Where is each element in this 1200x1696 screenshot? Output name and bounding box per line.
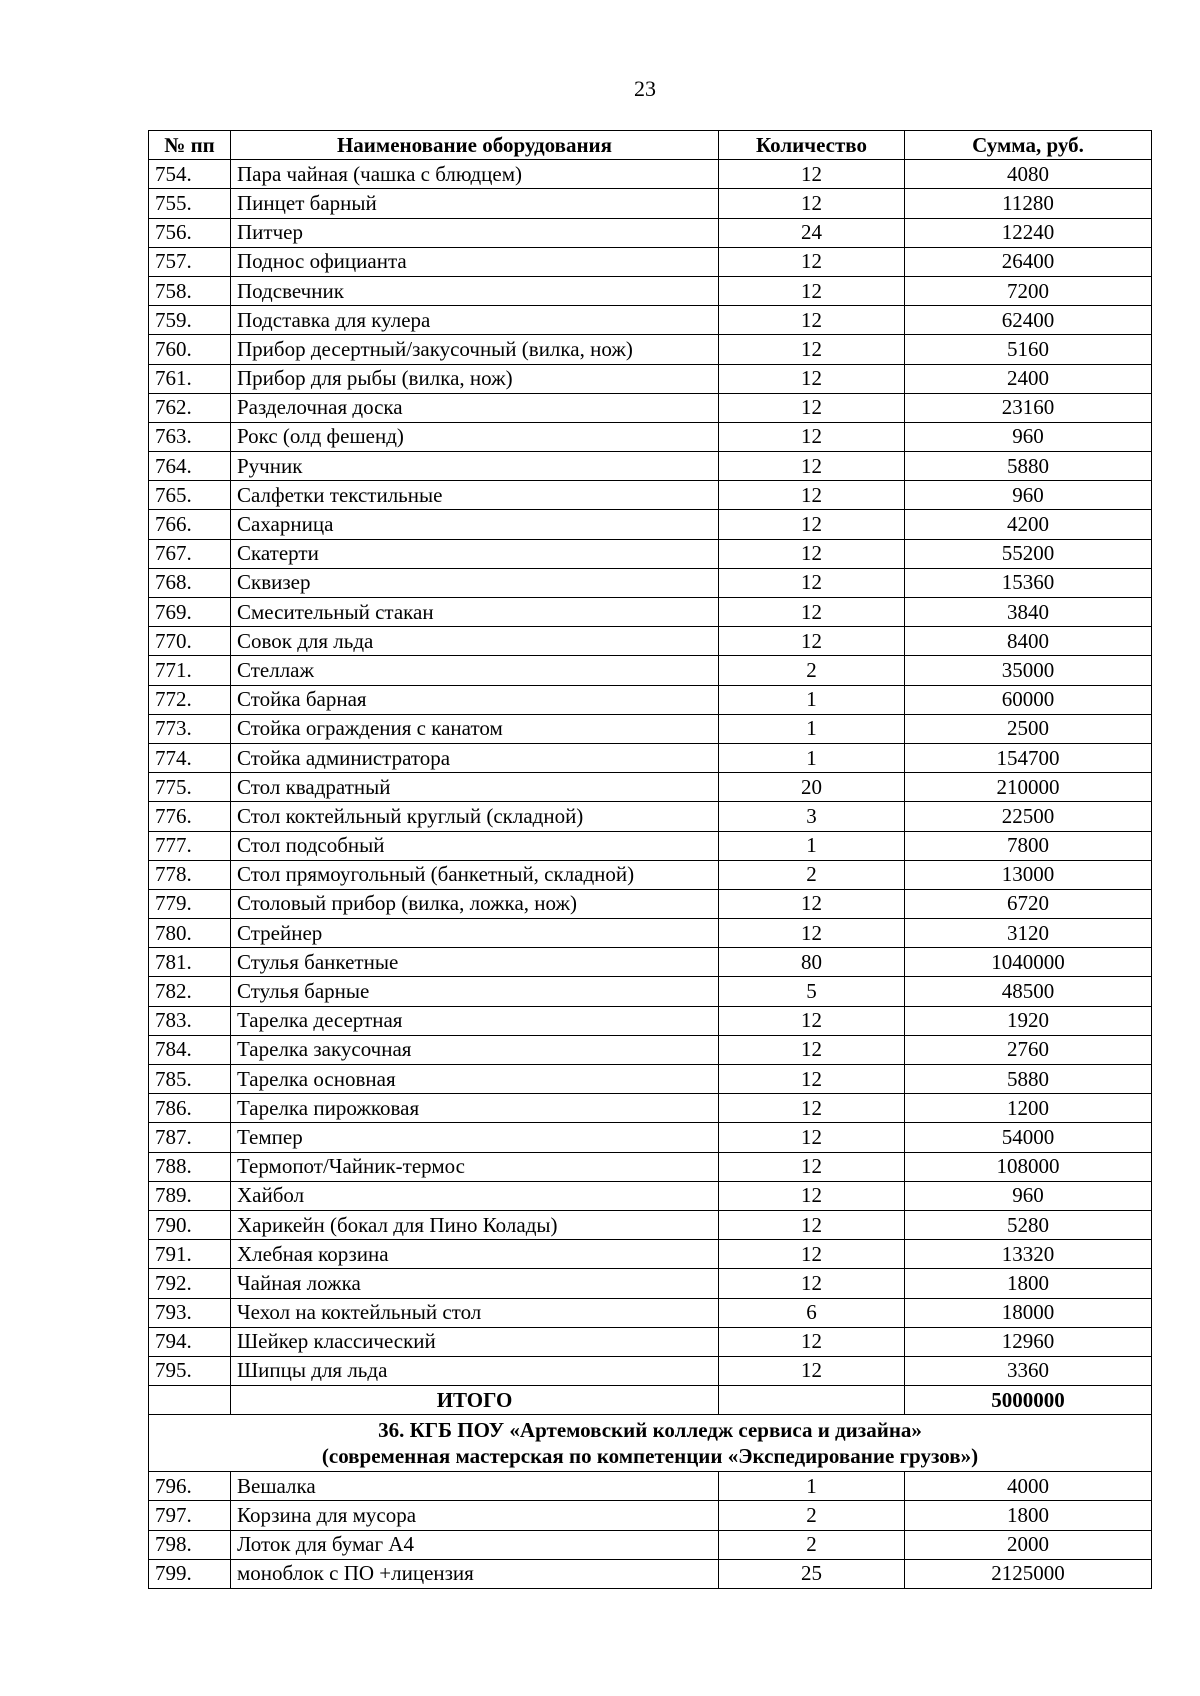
header-name: Наименование оборудования [231, 131, 719, 160]
item-name: Стол подсобный [231, 831, 719, 860]
table-row [149, 1327, 1152, 1356]
row-number: 790. [149, 1210, 231, 1239]
item-name: Тарелка десертная [231, 1006, 719, 1035]
item-sum: 13000 [905, 860, 1152, 889]
row-number: 756. [149, 218, 231, 247]
table-row [149, 422, 1152, 451]
item-quantity: 12 [719, 276, 905, 305]
item-quantity: 3 [719, 802, 905, 831]
row-number: 789. [149, 1181, 231, 1210]
item-name: Совок для льда [231, 627, 719, 656]
item-quantity: 5 [719, 977, 905, 1006]
table-row [149, 977, 1152, 1006]
total-row [149, 1386, 1152, 1415]
table-row [149, 481, 1152, 510]
item-name: Стрейнер [231, 919, 719, 948]
item-quantity: 12 [719, 568, 905, 597]
item-name: Ручник [231, 452, 719, 481]
item-name: Стол прямоугольный (банкетный, складной) [231, 860, 719, 889]
row-number: 772. [149, 685, 231, 714]
row-number: 757. [149, 247, 231, 276]
item-name: Подставка для кулера [231, 306, 719, 335]
item-quantity: 12 [719, 247, 905, 276]
table-row [149, 714, 1152, 743]
table-row [149, 510, 1152, 539]
row-number: 782. [149, 977, 231, 1006]
table-row [149, 247, 1152, 276]
item-name: Стойка администратора [231, 743, 719, 772]
item-quantity: 12 [719, 1123, 905, 1152]
table-row [149, 1035, 1152, 1064]
item-quantity: 12 [719, 1006, 905, 1035]
table-row [149, 335, 1152, 364]
table-row [149, 452, 1152, 481]
item-sum: 4080 [905, 160, 1152, 189]
row-number: 774. [149, 743, 231, 772]
item-name: Столовый прибор (вилка, ложка, нож) [231, 889, 719, 918]
item-quantity: 12 [719, 1181, 905, 1210]
table-row [149, 189, 1152, 218]
item-name: Вешалка [231, 1472, 719, 1501]
section-heading [149, 1415, 1152, 1472]
table-row [149, 627, 1152, 656]
item-quantity: 1 [719, 1472, 905, 1501]
item-quantity: 12 [719, 1356, 905, 1385]
item-quantity: 12 [719, 889, 905, 918]
item-quantity: 12 [719, 481, 905, 510]
table-row [149, 218, 1152, 247]
item-sum: 1200 [905, 1094, 1152, 1123]
row-number: 760. [149, 335, 231, 364]
item-quantity: 12 [719, 598, 905, 627]
item-name: Пара чайная (чашка с блюдцем) [231, 160, 719, 189]
row-number: 798. [149, 1530, 231, 1559]
row-number: 777. [149, 831, 231, 860]
item-quantity: 1 [719, 685, 905, 714]
item-sum: 6720 [905, 889, 1152, 918]
total-sum: 5000000 [905, 1386, 1152, 1415]
row-number: 776. [149, 802, 231, 831]
row-number: 796. [149, 1472, 231, 1501]
table-row [149, 1210, 1152, 1239]
item-name: Сахарница [231, 510, 719, 539]
table-row [149, 1152, 1152, 1181]
item-sum: 108000 [905, 1152, 1152, 1181]
item-sum: 35000 [905, 656, 1152, 685]
table-row [149, 1006, 1152, 1035]
item-name: Чехол на коктейльный стол [231, 1298, 719, 1327]
item-sum: 3120 [905, 919, 1152, 948]
row-number: 781. [149, 948, 231, 977]
table-row [149, 1065, 1152, 1094]
item-quantity: 12 [719, 1269, 905, 1298]
item-quantity: 6 [719, 1298, 905, 1327]
item-name: Хайбол [231, 1181, 719, 1210]
item-sum: 60000 [905, 685, 1152, 714]
row-number: 766. [149, 510, 231, 539]
item-name: Шипцы для льда [231, 1356, 719, 1385]
row-number: 773. [149, 714, 231, 743]
item-name: Термопот/Чайник-термос [231, 1152, 719, 1181]
row-number: 771. [149, 656, 231, 685]
section-heading-line1: 36. КГБ ПОУ «Артемовский колледж сервиса и дизайна» [378, 1418, 922, 1442]
table-row [149, 948, 1152, 977]
header-sum: Сумма, руб. [905, 131, 1152, 160]
item-name: моноблок с ПО +лицензия [231, 1559, 719, 1588]
item-sum: 2760 [905, 1035, 1152, 1064]
item-name: Подсвечник [231, 276, 719, 305]
item-quantity: 12 [719, 306, 905, 335]
section-heading-line2: (современная мастерская по компетенции «Экспедирование грузов») [321, 1444, 979, 1469]
item-quantity: 2 [719, 860, 905, 889]
page-number: 23 [634, 76, 656, 101]
row-number: 780. [149, 919, 231, 948]
item-name: Тарелка пирожковая [231, 1094, 719, 1123]
item-name: Стеллаж [231, 656, 719, 685]
item-quantity: 12 [719, 1210, 905, 1239]
item-name: Хлебная корзина [231, 1240, 719, 1269]
table-row [149, 539, 1152, 568]
item-name: Пинцет барный [231, 189, 719, 218]
item-name: Прибор десертный/закусочный (вилка, нож) [231, 335, 719, 364]
table-row [149, 306, 1152, 335]
item-quantity: 1 [719, 831, 905, 860]
item-sum: 154700 [905, 743, 1152, 772]
item-sum: 2500 [905, 714, 1152, 743]
row-number: 779. [149, 889, 231, 918]
item-sum: 4200 [905, 510, 1152, 539]
row-number: 797. [149, 1501, 231, 1530]
item-sum: 2400 [905, 364, 1152, 393]
table-row [149, 276, 1152, 305]
item-quantity: 12 [719, 452, 905, 481]
item-sum: 7800 [905, 831, 1152, 860]
item-quantity: 2 [719, 656, 905, 685]
item-quantity: 12 [719, 393, 905, 422]
item-sum: 960 [905, 1181, 1152, 1210]
item-sum: 5160 [905, 335, 1152, 364]
row-number: 758. [149, 276, 231, 305]
row-number: 775. [149, 773, 231, 802]
table-row [149, 1181, 1152, 1210]
item-name: Смесительный стакан [231, 598, 719, 627]
item-quantity: 12 [719, 1035, 905, 1064]
item-name: Стулья барные [231, 977, 719, 1006]
table-row [149, 1269, 1152, 1298]
total-empty-cell [149, 1386, 231, 1415]
row-number: 778. [149, 860, 231, 889]
row-number: 799. [149, 1559, 231, 1588]
item-quantity: 25 [719, 1559, 905, 1588]
item-sum: 2125000 [905, 1559, 1152, 1588]
row-number: 755. [149, 189, 231, 218]
item-name: Тарелка основная [231, 1065, 719, 1094]
item-quantity: 1 [719, 714, 905, 743]
item-name: Тарелка закусочная [231, 1035, 719, 1064]
row-number: 792. [149, 1269, 231, 1298]
item-sum: 960 [905, 481, 1152, 510]
item-name: Стол коктейльный круглый (складной) [231, 802, 719, 831]
item-sum: 62400 [905, 306, 1152, 335]
item-name: Темпер [231, 1123, 719, 1152]
row-number: 765. [149, 481, 231, 510]
table-row [149, 393, 1152, 422]
item-sum: 5280 [905, 1210, 1152, 1239]
item-quantity: 12 [719, 160, 905, 189]
table-row [149, 860, 1152, 889]
item-sum: 12240 [905, 218, 1152, 247]
section-heading-row [149, 1415, 1152, 1472]
item-sum: 12960 [905, 1327, 1152, 1356]
item-sum: 1920 [905, 1006, 1152, 1035]
item-sum: 1800 [905, 1501, 1152, 1530]
item-quantity: 12 [719, 1240, 905, 1269]
item-quantity: 80 [719, 948, 905, 977]
item-quantity: 12 [719, 189, 905, 218]
table-row [149, 1559, 1152, 1588]
item-sum: 26400 [905, 247, 1152, 276]
table-header-row [149, 131, 1152, 160]
item-sum: 7200 [905, 276, 1152, 305]
row-number: 767. [149, 539, 231, 568]
item-quantity: 12 [719, 919, 905, 948]
item-name: Салфетки текстильные [231, 481, 719, 510]
item-sum: 22500 [905, 802, 1152, 831]
item-quantity: 24 [719, 218, 905, 247]
table-row [149, 773, 1152, 802]
item-name: Шейкер классический [231, 1327, 719, 1356]
table-row [149, 1472, 1152, 1501]
item-name: Стол квадратный [231, 773, 719, 802]
row-number: 793. [149, 1298, 231, 1327]
item-quantity: 2 [719, 1501, 905, 1530]
item-sum: 1800 [905, 1269, 1152, 1298]
item-name: Стойка барная [231, 685, 719, 714]
row-number: 763. [149, 422, 231, 451]
item-sum: 5880 [905, 1065, 1152, 1094]
item-name: Поднос официанта [231, 247, 719, 276]
item-quantity: 12 [719, 627, 905, 656]
item-quantity: 12 [719, 1152, 905, 1181]
table-row [149, 743, 1152, 772]
item-name: Корзина для мусора [231, 1501, 719, 1530]
table-row [149, 1501, 1152, 1530]
row-number: 761. [149, 364, 231, 393]
item-name: Стулья банкетные [231, 948, 719, 977]
item-sum: 23160 [905, 393, 1152, 422]
item-sum: 3840 [905, 598, 1152, 627]
header-quantity: Количество [719, 131, 905, 160]
item-quantity: 12 [719, 335, 905, 364]
table-row [149, 598, 1152, 627]
item-quantity: 12 [719, 1327, 905, 1356]
item-sum: 15360 [905, 568, 1152, 597]
table-row [149, 364, 1152, 393]
item-name: Харикейн (бокал для Пино Колады) [231, 1210, 719, 1239]
item-quantity: 12 [719, 1065, 905, 1094]
row-number: 788. [149, 1152, 231, 1181]
row-number: 768. [149, 568, 231, 597]
table-row [149, 685, 1152, 714]
item-quantity: 12 [719, 422, 905, 451]
row-number: 770. [149, 627, 231, 656]
item-name: Чайная ложка [231, 1269, 719, 1298]
table-row [149, 1356, 1152, 1385]
row-number: 759. [149, 306, 231, 335]
item-quantity: 12 [719, 364, 905, 393]
item-quantity: 12 [719, 510, 905, 539]
item-sum: 13320 [905, 1240, 1152, 1269]
item-name: Рокс (олд фешенд) [231, 422, 719, 451]
item-sum: 54000 [905, 1123, 1152, 1152]
item-sum: 1040000 [905, 948, 1152, 977]
total-empty-quantity [719, 1386, 905, 1415]
table-row [149, 1530, 1152, 1559]
item-sum: 2000 [905, 1530, 1152, 1559]
row-number: 784. [149, 1035, 231, 1064]
item-sum: 18000 [905, 1298, 1152, 1327]
row-number: 785. [149, 1065, 231, 1094]
item-sum: 48500 [905, 977, 1152, 1006]
item-quantity: 1 [719, 743, 905, 772]
table-row [149, 160, 1152, 189]
item-name: Питчер [231, 218, 719, 247]
item-quantity: 20 [719, 773, 905, 802]
item-name: Сквизер [231, 568, 719, 597]
row-number: 754. [149, 160, 231, 189]
item-name: Скатерти [231, 539, 719, 568]
item-name: Разделочная доска [231, 393, 719, 422]
table-row [149, 656, 1152, 685]
table-row [149, 1123, 1152, 1152]
item-sum: 55200 [905, 539, 1152, 568]
table-row [149, 1298, 1152, 1327]
item-name: Лоток для бумаг А4 [231, 1530, 719, 1559]
row-number: 764. [149, 452, 231, 481]
row-number: 795. [149, 1356, 231, 1385]
item-sum: 960 [905, 422, 1152, 451]
item-sum: 5880 [905, 452, 1152, 481]
row-number: 762. [149, 393, 231, 422]
row-number: 794. [149, 1327, 231, 1356]
table-row [149, 831, 1152, 860]
header-number: № пп [149, 131, 231, 160]
item-sum: 210000 [905, 773, 1152, 802]
row-number: 786. [149, 1094, 231, 1123]
table-row [149, 802, 1152, 831]
table-row [149, 889, 1152, 918]
item-sum: 4000 [905, 1472, 1152, 1501]
equipment-table [148, 130, 1152, 1589]
table-row [149, 1240, 1152, 1269]
row-number: 769. [149, 598, 231, 627]
item-sum: 3360 [905, 1356, 1152, 1385]
item-name: Прибор для рыбы (вилка, нож) [231, 364, 719, 393]
table-row [149, 1094, 1152, 1123]
total-label: ИТОГО [231, 1386, 719, 1415]
item-sum: 11280 [905, 189, 1152, 218]
table-row [149, 919, 1152, 948]
item-quantity: 2 [719, 1530, 905, 1559]
row-number: 787. [149, 1123, 231, 1152]
table-row [149, 568, 1152, 597]
item-quantity: 12 [719, 1094, 905, 1123]
row-number: 783. [149, 1006, 231, 1035]
item-sum: 8400 [905, 627, 1152, 656]
item-quantity: 12 [719, 539, 905, 568]
row-number: 791. [149, 1240, 231, 1269]
item-name: Стойка ограждения с канатом [231, 714, 719, 743]
